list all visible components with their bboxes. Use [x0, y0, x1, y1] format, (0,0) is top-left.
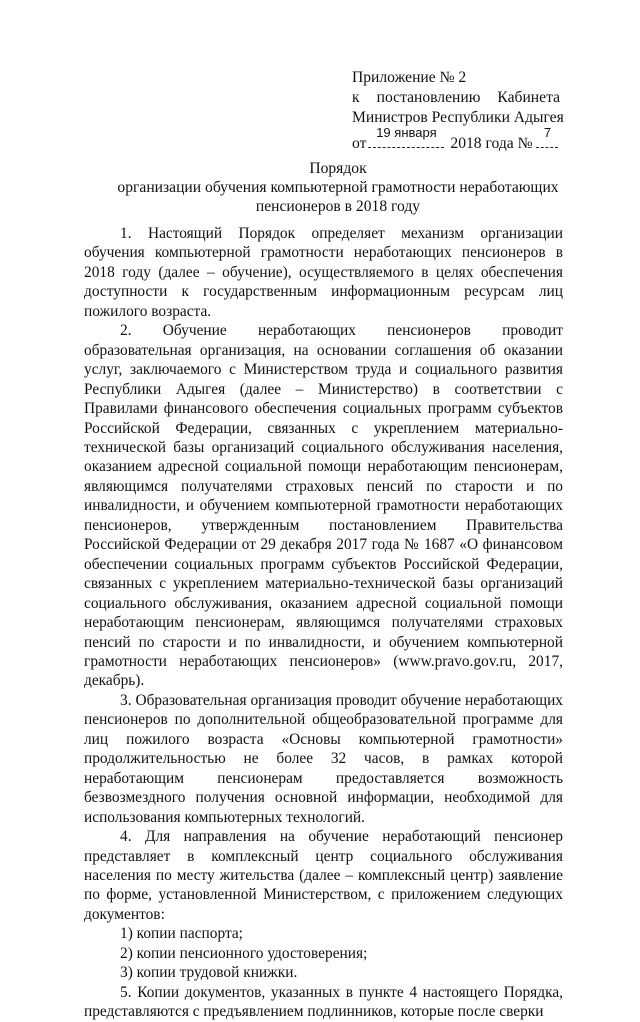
document-subtitle-line-1: организации обучения компьютерной грамотности неработающих: [117, 179, 559, 196]
list-item-2: 2) копии пенсионного удостоверения;: [120, 944, 368, 962]
appendix-number: Приложение № 2: [352, 69, 467, 86]
list-item-3: 3) копии трудовой книжки.: [120, 964, 298, 982]
clause-3: 3. Образовательная организация проводит обучение неработающих пенсионеров по дополнительной общеобразовательной программе для лиц пожилого возраста «Основы компьютерной грамотности» продолжительностью не более 32 часов, в рамках которой неработающим пенсионерам предоставляется возможность безвозмездного получения основной информации, необходимой для использования компьютерных технологий.: [84, 691, 563, 826]
clause-1: 1. Настоящий Порядок определяет механизм организации обучения компьютерной грамотности неработающих пенсионеров в 2018 году (далее – обучение), осуществляемого в целях обеспечения доступности к государственным информационным ресурсам лиц пожилого возраста.: [84, 225, 563, 320]
document-subtitle-line-2: пенсионеров в 2018 году: [255, 198, 421, 215]
appendix-header: [352, 68, 564, 154]
appendix-resolution-line: к постановлению Кабинета: [352, 89, 560, 106]
document-body: [84, 224, 563, 1022]
resolution-number-field: 7: [536, 129, 558, 148]
appendix-date-line: от 19 января 2018 года № 7: [352, 129, 560, 154]
clause-5: 5. Копии документов, указанных в пункте 4 настоящего Порядка, представляются с предъявлением подлинников, которые после сверки: [84, 983, 563, 1021]
document-title: Порядок: [309, 160, 367, 177]
list-item-1: 1) копии паспорта;: [120, 925, 243, 943]
clause-2: 2. Обучение неработающих пенсионеров проводит образовательная организация, на основании соглашения об оказании услуг, заключаемого с Министерством труда и социального развития Республики Адыгея (далее – Министерство) в соответствии с Правилами финансового обеспечения социальных программ субъектов Российской Федерации, связанных с укреплением материально-технической базы организаций социального обслуживания населения, оказанием адресной социальной помощи неработающим пенсионерам, являющимся получателями страховых пенсий по старости и по инвалидности, и обучением компьютерной грамотности неработающих пенсионеров, утвержденным постановлением Правительства Российской Федерации от 29 декабря 2017 года № 1687 «О финансовом обеспечении социальных программ субъектов Российской Федерации, связанных с укреплением материально-технической базы организаций социального обслуживания, оказанием адресной социальной помощи неработающим пенсионерам, являющимся получателями страховых пенсий по старости и по инвалидности, и обучением компьютерной грамотности неработающих пенсионеров» (www.pravo.gov.ru, 2017, декабрь).: [84, 322, 563, 690]
clause-4: 4. Для направления на обучение неработающий пенсионер представляет в комплексный центр социального обслуживания населения по месту жительства (далее – комплексный центр) заявление по форме, установленной Министерством, с приложением следующих документов:: [84, 828, 563, 923]
appendix-authority: Министров Республики Адыгея: [352, 109, 564, 126]
date-day-field: 19 января: [368, 129, 444, 148]
